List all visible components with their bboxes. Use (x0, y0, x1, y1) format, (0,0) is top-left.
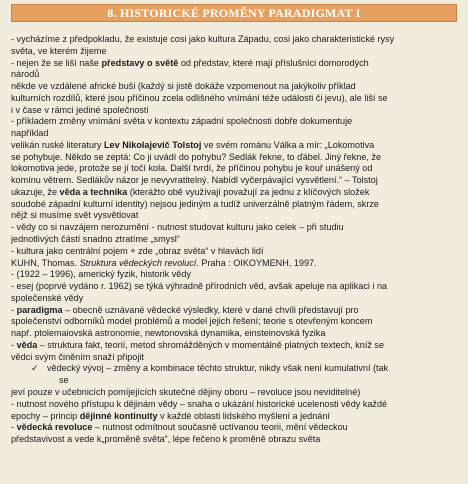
text-line (11, 46, 457, 58)
text-line (11, 187, 457, 199)
text-run: velikán ruské literatury (11, 139, 104, 150)
text-run: - vědy co si navzájem nerozumění - nutnost studovat kulturu jako celek – při studiu (11, 222, 344, 233)
text-line (11, 411, 457, 423)
text-run: - nutnost nového přístupu k dějinám vědy – snaha o ukázání historické ucelenosti vědy každé (11, 398, 388, 409)
text-line (11, 281, 457, 293)
text-line (11, 399, 457, 411)
text-line (11, 128, 457, 140)
text-run: - vycházíme z předpokladu, že existuje cosi jako kultura Západu, cosi jako charakteristické rysy (11, 34, 395, 44)
checkmark-icon: ✓ (31, 363, 39, 374)
text-line (11, 269, 457, 281)
text-line (11, 375, 457, 387)
text-line (11, 246, 457, 258)
text-run: světa, ve kterém žijeme (11, 45, 107, 56)
text-run: někde ve vzdálené africké buši (každý si jistě dokáže vzpomenout na jakýkoliv příklad (11, 81, 356, 92)
text-run: i v čase v rámci jediné společnosti (11, 104, 149, 115)
text-run: - (1922 – 1996), americký fyzik, historik vědy (11, 269, 191, 280)
text-run: ve svém románu Válka a mír: „Lokomotiva (201, 139, 375, 150)
text-run: např. ptolemaiovská astronomie, newtonovská dynamika, einsteinovská fyzika (11, 328, 326, 339)
text-line (11, 175, 457, 187)
text-run: - (11, 304, 17, 315)
text-run: (kterážto obě využívají považují za jednu z klíčových složek (127, 186, 370, 197)
text-run: – obecně uznávané vědecké výsledky, které v dané chvíli představují pro (62, 304, 359, 315)
text-line (11, 69, 457, 81)
bold-term: dějinné kontinuity (79, 410, 158, 421)
text-run: jeví pouze v učebnicích pomíjejících skutečné dějiny oboru – revoluce jsou neviditelné) (11, 386, 361, 397)
text-run: - kultura jako centrální pojem + zde „obraz světa“ v hlavách lidí (11, 245, 264, 256)
text-line (11, 199, 457, 211)
text-line (11, 422, 457, 434)
text-run: například (11, 128, 49, 139)
text-line (11, 140, 457, 152)
text-run: představivost a vede k„proměně světa“, lépe řečeno k proměně obrazu světa (11, 434, 321, 445)
text-run: v každé oblasti lidského myšlení a jednání (157, 410, 330, 421)
text-line (11, 316, 457, 328)
text-line (11, 34, 457, 46)
text-line (11, 222, 457, 234)
document-body (11, 34, 457, 446)
text-line (11, 387, 457, 399)
text-line (11, 328, 457, 340)
text-line (11, 434, 457, 446)
text-line (11, 352, 457, 364)
text-run: - příkladem změny vnímání světa v kontextu západní společnosti dobře dokumentuje (11, 116, 353, 127)
text-run: vědci svým činěním snaží připojit (11, 351, 144, 362)
text-run: - esej (poprvé vydáno r. 1962) se týká výhradně přírodních věd, avšak apeluje na aplikaci i na (11, 281, 388, 292)
text-run: společenské vědy (11, 292, 84, 303)
italic-title: Struktura vědeckých revolucí (79, 257, 197, 268)
text-line (11, 163, 457, 175)
text-run: – struktura fakt, teorií, metod shromážděných v momentálně platných textech, kníž se (37, 339, 385, 350)
bold-term: Lev Nikolajevič Tolstoj (104, 139, 202, 150)
text-run: - nejen že se liší naše (11, 57, 102, 68)
text-run: se pohybuje. Někdo se zeptá: Co ji uvádí do pohybu? Sedlák řekne, to ďábel. Jiný řekne, že (11, 151, 382, 162)
section-title: 8. HISTORICKÉ PROMĚNY PARADIGMAT I (11, 4, 457, 22)
text-run: - (11, 339, 17, 350)
text-run: společenství odborníků model problémů a model jejich řešení; teorie s otevřeným koncem (11, 316, 373, 327)
text-run: epochy – princip (11, 410, 80, 421)
text-run: soudobé západní kulturní identity) nejsou jediným a tudíž univerzálně platným řádem, skrze (11, 198, 379, 209)
text-run: ukazuje, že (11, 186, 60, 197)
text-line (11, 363, 457, 375)
text-run: národů (11, 69, 40, 80)
text-run: – nutnost odmítnout současně uctívanou teorii, mění vědeckou (92, 422, 348, 433)
text-line (11, 293, 457, 305)
bold-term: věda a technika (59, 186, 128, 197)
text-run: - (11, 422, 17, 433)
bold-term: vědecká revoluce (16, 422, 93, 433)
text-line (11, 105, 457, 117)
text-line (11, 152, 457, 164)
text-run: kulturních rozdílů, které jsou příčinou zcela odlišného vnímání téže události či jevu), ale liší se (11, 92, 388, 103)
bold-term: představy o světě (101, 57, 179, 68)
text-line (11, 93, 457, 105)
text-run: lokomotiva jede, protože se jí točí kola. Další tvrdí, že příčinou pohybu je kouř unášený od (11, 163, 373, 174)
text-run: nějž si musíme svět vysvětlovat (11, 210, 139, 221)
text-line (11, 234, 457, 246)
text-run: od představ, které mají příslušníci domorodých (178, 57, 369, 68)
text-line (11, 58, 457, 70)
bold-term: věda (16, 339, 38, 350)
text-run: se (59, 375, 69, 386)
text-line (11, 116, 457, 128)
text-line (11, 210, 457, 222)
text-line (11, 340, 457, 352)
text-run: jednotlivých částí snadno ztratíme „smysl“ (11, 234, 180, 245)
text-line (11, 305, 457, 317)
text-run: komínu větrem. Sedlákův názor je nevyvratitelný. Nabídl vyčerpávající vysvětlení.“ – Tolstoj (11, 175, 378, 186)
text-line (11, 258, 457, 270)
text-run: . Praha : OIKOYMENH, 1997. (196, 257, 317, 268)
text-run: vědecký vývoj – změny a kombinace těchto struktur, nikdy však není kumulativní (tak (47, 363, 389, 374)
text-run: KUHN, Thomas. (11, 257, 80, 268)
text-line (11, 81, 457, 93)
bold-term: paradigma (16, 304, 63, 315)
